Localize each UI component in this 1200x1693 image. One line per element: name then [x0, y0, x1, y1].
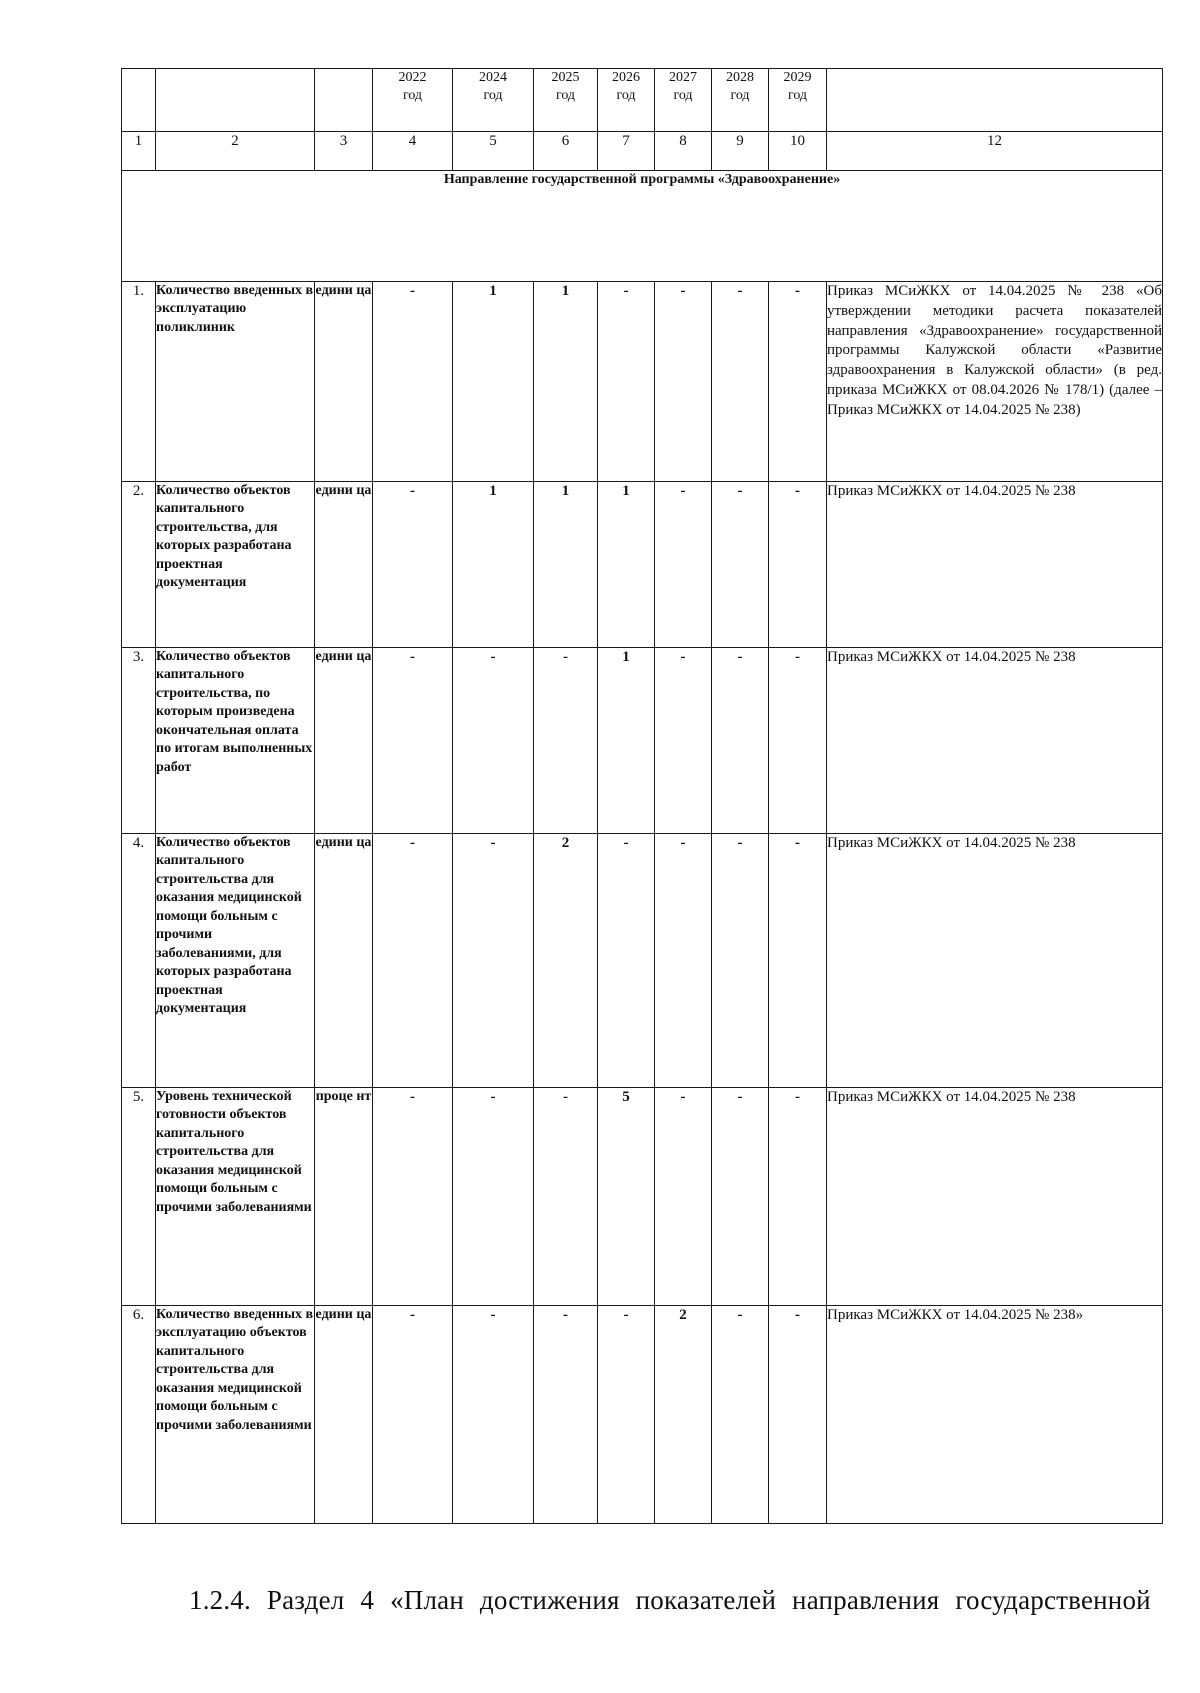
following-paragraph: 1.2.4. Раздел 4 «План достижения показателей направления государственной [189, 1585, 1151, 1615]
year-label: 2025 [551, 70, 580, 85]
column-number: 4 [373, 132, 453, 171]
indicator-name: Количество объектов капитального строительства для оказания медицинской помощи больным с прочими заболеваниями, для которых разработана проектная документация [156, 834, 315, 1088]
year-header-row [122, 69, 1163, 132]
source-cell: Приказ МСиЖКХ от 14.04.2025 № 238 [827, 482, 1163, 648]
header-cell-empty [122, 69, 156, 132]
value-cell: 1 [453, 482, 534, 648]
indicators-table [121, 68, 1163, 1524]
column-number: 7 [598, 132, 655, 171]
value-cell: - [769, 648, 827, 834]
source-cell: Приказ МСиЖКХ от 14.04.2025 № 238 [827, 834, 1163, 1088]
value-cell: - [598, 282, 655, 482]
header-cell-empty [156, 69, 315, 132]
value-cell: 1 [534, 482, 598, 648]
year-header-cell [712, 69, 769, 132]
value-cell: - [534, 648, 598, 834]
table-row [122, 834, 1163, 1088]
indicator-name: Количество объектов капитального строительства, для которых разработана проектная документация [156, 482, 315, 648]
column-number-row [122, 132, 1163, 171]
column-number: 9 [712, 132, 769, 171]
year-label: 2027 [669, 70, 697, 85]
row-number: 4. [122, 834, 156, 1088]
value-cell: 2 [655, 1306, 712, 1524]
value-cell: - [769, 282, 827, 482]
unit-cell: едини ца [315, 1306, 373, 1524]
year-header-cell [655, 69, 712, 132]
year-header-cell [598, 69, 655, 132]
value-cell: - [534, 1088, 598, 1306]
year-word: год [787, 88, 808, 104]
row-number: 1. [122, 282, 156, 482]
value-cell: - [655, 1088, 712, 1306]
year-label: 2022 [398, 70, 427, 85]
value-cell: - [453, 834, 534, 1088]
year-word: год [402, 88, 423, 104]
value-cell: - [655, 648, 712, 834]
value-cell: 5 [598, 1088, 655, 1306]
value-cell: - [598, 834, 655, 1088]
value-cell: - [373, 1088, 453, 1306]
value-cell: - [655, 482, 712, 648]
value-cell: - [534, 1306, 598, 1524]
header-cell-empty [827, 69, 1163, 132]
table-row [122, 482, 1163, 648]
unit-cell: едини ца [315, 482, 373, 648]
value-cell: - [373, 648, 453, 834]
unit-cell: проце нт [315, 1088, 373, 1306]
column-number: 1 [122, 132, 156, 171]
value-cell: - [712, 1306, 769, 1524]
year-word: год [730, 88, 750, 104]
year-word: год [673, 88, 693, 104]
source-cell: Приказ МСиЖКХ от 14.04.2025 № 238 [827, 1088, 1163, 1306]
column-number: 12 [827, 132, 1163, 171]
value-cell: - [453, 1306, 534, 1524]
indicator-name: Уровень технической готовности объектов капитального строительства для оказания медицинской помощи больным с прочими заболеваниями [156, 1088, 315, 1306]
value-cell: - [373, 282, 453, 482]
value-cell: - [769, 1306, 827, 1524]
unit-cell: едини ца [315, 834, 373, 1088]
row-number: 5. [122, 1088, 156, 1306]
value-cell: - [598, 1306, 655, 1524]
section-title: Направление государственной программы «Здравоохранение» [122, 171, 1163, 282]
year-word: год [483, 88, 503, 104]
source-cell: Приказ МСиЖКХ от 14.04.2025 № 238 «Об утверждении методики расчета показателей направления «Здравоохранение» государственной программы Калужской области «Развитие здравоохранения в Калужской области» (в ред. приказа МСиЖКХ от 08.04.2026 № 178/1) (далее – Приказ МСиЖКХ от 14.04.2025 № 238) [827, 282, 1163, 482]
unit-cell: едини ца [315, 282, 373, 482]
value-cell: - [712, 482, 769, 648]
value-cell: 2 [534, 834, 598, 1088]
source-cell: Приказ МСиЖКХ от 14.04.2025 № 238 [827, 648, 1163, 834]
unit-cell: едини ца [315, 648, 373, 834]
year-label: 2029 [783, 70, 812, 85]
value-cell: - [769, 482, 827, 648]
value-cell: - [655, 834, 712, 1088]
value-cell: - [712, 1088, 769, 1306]
value-cell: - [712, 282, 769, 482]
value-cell: - [712, 834, 769, 1088]
year-header-cell [534, 69, 598, 132]
value-cell: - [453, 1088, 534, 1306]
column-number: 3 [315, 132, 373, 171]
value-cell: 1 [598, 648, 655, 834]
value-cell: - [712, 648, 769, 834]
year-word: год [555, 88, 576, 104]
value-cell: - [453, 648, 534, 834]
column-number: 2 [156, 132, 315, 171]
row-number: 2. [122, 482, 156, 648]
header-cell-empty [315, 69, 373, 132]
value-cell: 1 [534, 282, 598, 482]
source-cell: Приказ МСиЖКХ от 14.04.2025 № 238» [827, 1306, 1163, 1524]
value-cell: - [373, 1306, 453, 1524]
year-header-cell [373, 69, 453, 132]
year-label: 2024 [479, 70, 507, 85]
year-word: год [616, 88, 636, 104]
value-cell: - [769, 834, 827, 1088]
year-header-cell [453, 69, 534, 132]
table-row [122, 648, 1163, 834]
table-row [122, 282, 1163, 482]
indicator-name: Количество объектов капитального строительства, по которым произведена окончательная оплата по итогам выполненных работ [156, 648, 315, 834]
row-number: 3. [122, 648, 156, 834]
value-cell: 1 [453, 282, 534, 482]
indicator-name: Количество введенных в эксплуатацию поликлиник [156, 282, 315, 482]
year-label: 2028 [726, 70, 754, 85]
column-number: 6 [534, 132, 598, 171]
value-cell: - [373, 834, 453, 1088]
column-number: 8 [655, 132, 712, 171]
column-number: 5 [453, 132, 534, 171]
table-row [122, 1306, 1163, 1524]
value-cell: 1 [598, 482, 655, 648]
value-cell: - [373, 482, 453, 648]
column-number: 10 [769, 132, 827, 171]
row-number: 6. [122, 1306, 156, 1524]
year-header-cell [769, 69, 827, 132]
value-cell: - [655, 282, 712, 482]
table-row [122, 1088, 1163, 1306]
indicator-name: Количество введенных в эксплуатацию объектов капитального строительства для оказания медицинской помощи больным с прочими заболеваниями [156, 1306, 315, 1524]
year-label: 2026 [612, 70, 640, 85]
value-cell: - [769, 1088, 827, 1306]
section-row [122, 171, 1163, 282]
